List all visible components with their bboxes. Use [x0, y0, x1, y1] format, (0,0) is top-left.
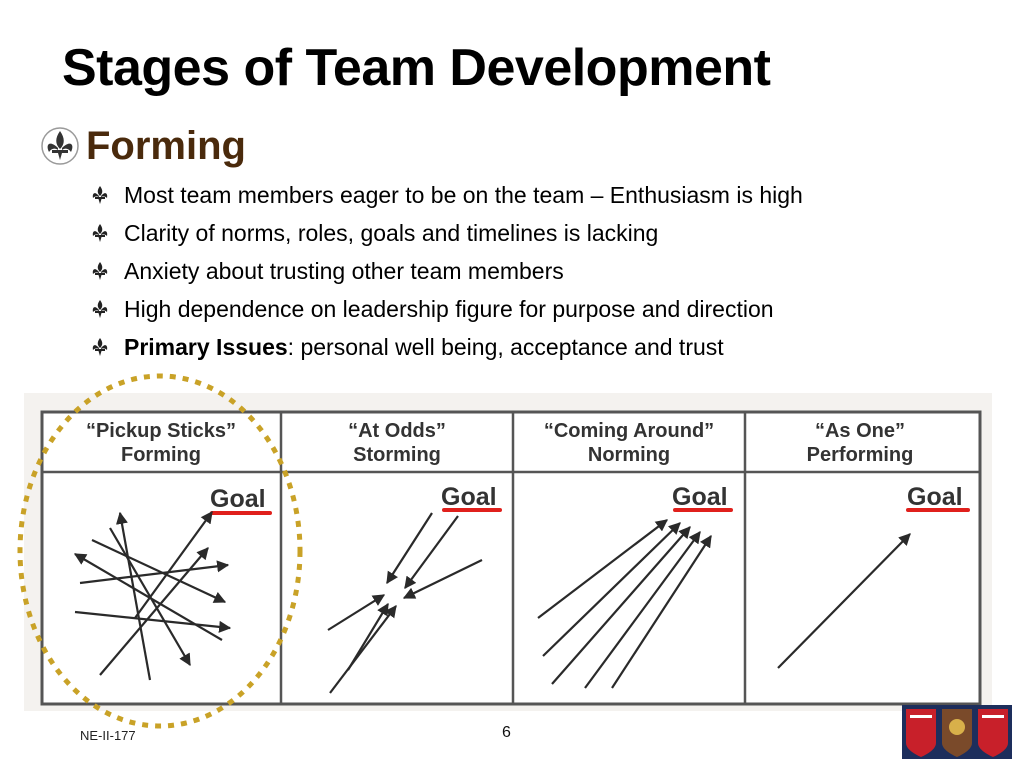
- bullet-item: [90, 252, 803, 290]
- bullet-bold-label: Primary Issues: [124, 333, 288, 360]
- bullet-item: [90, 214, 803, 252]
- goal-label: Goal: [210, 485, 266, 513]
- bullet-list: [90, 176, 803, 366]
- fleur-de-lis-bullet-icon: [90, 337, 110, 357]
- fleur-de-lis-icon: [40, 126, 80, 166]
- heading-text: Forming: [86, 123, 246, 168]
- stage-nickname: “As One”: [814, 420, 906, 442]
- bullet-item: [90, 328, 803, 366]
- goal-label: Goal: [672, 483, 728, 511]
- goal-label: Goal: [441, 483, 497, 511]
- fleur-de-lis-bullet-icon: [90, 223, 110, 243]
- fleur-de-lis-bullet-icon: [90, 185, 110, 205]
- bullet-item: [90, 290, 803, 328]
- team-stages-diagram: [0, 370, 1024, 730]
- stage-name: Norming: [587, 444, 671, 466]
- stage-name: Performing: [806, 444, 914, 466]
- bullet-text: High dependence on leadership figure for purpose and direction: [124, 295, 774, 322]
- stage-name: Forming: [121, 444, 201, 466]
- organization-logo: [902, 705, 1012, 759]
- footer-id: NE-II-177: [80, 728, 136, 743]
- slide-title: Stages of Team Development: [62, 39, 771, 97]
- bullet-text: : personal well being, acceptance and trust: [287, 333, 724, 360]
- stage-name: Storming: [353, 444, 441, 466]
- bullet-text: Most team members eager to be on the team – Enthusiasm is high: [124, 181, 803, 208]
- page-number: 6: [502, 724, 511, 741]
- stage-nickname: “Pickup Sticks”: [85, 420, 237, 442]
- fleur-de-lis-bullet-icon: [90, 261, 110, 281]
- stage-nickname: “Coming Around”: [543, 420, 715, 442]
- goal-label: Goal: [907, 483, 963, 511]
- stage-nickname: “At Odds”: [348, 420, 446, 442]
- heading-forming: [40, 120, 246, 172]
- bullet-text: Anxiety about trusting other team members: [124, 257, 564, 284]
- fleur-de-lis-bullet-icon: [90, 299, 110, 319]
- bullet-item: [90, 176, 803, 214]
- bullet-text: Clarity of norms, roles, goals and timelines is lacking: [124, 219, 659, 246]
